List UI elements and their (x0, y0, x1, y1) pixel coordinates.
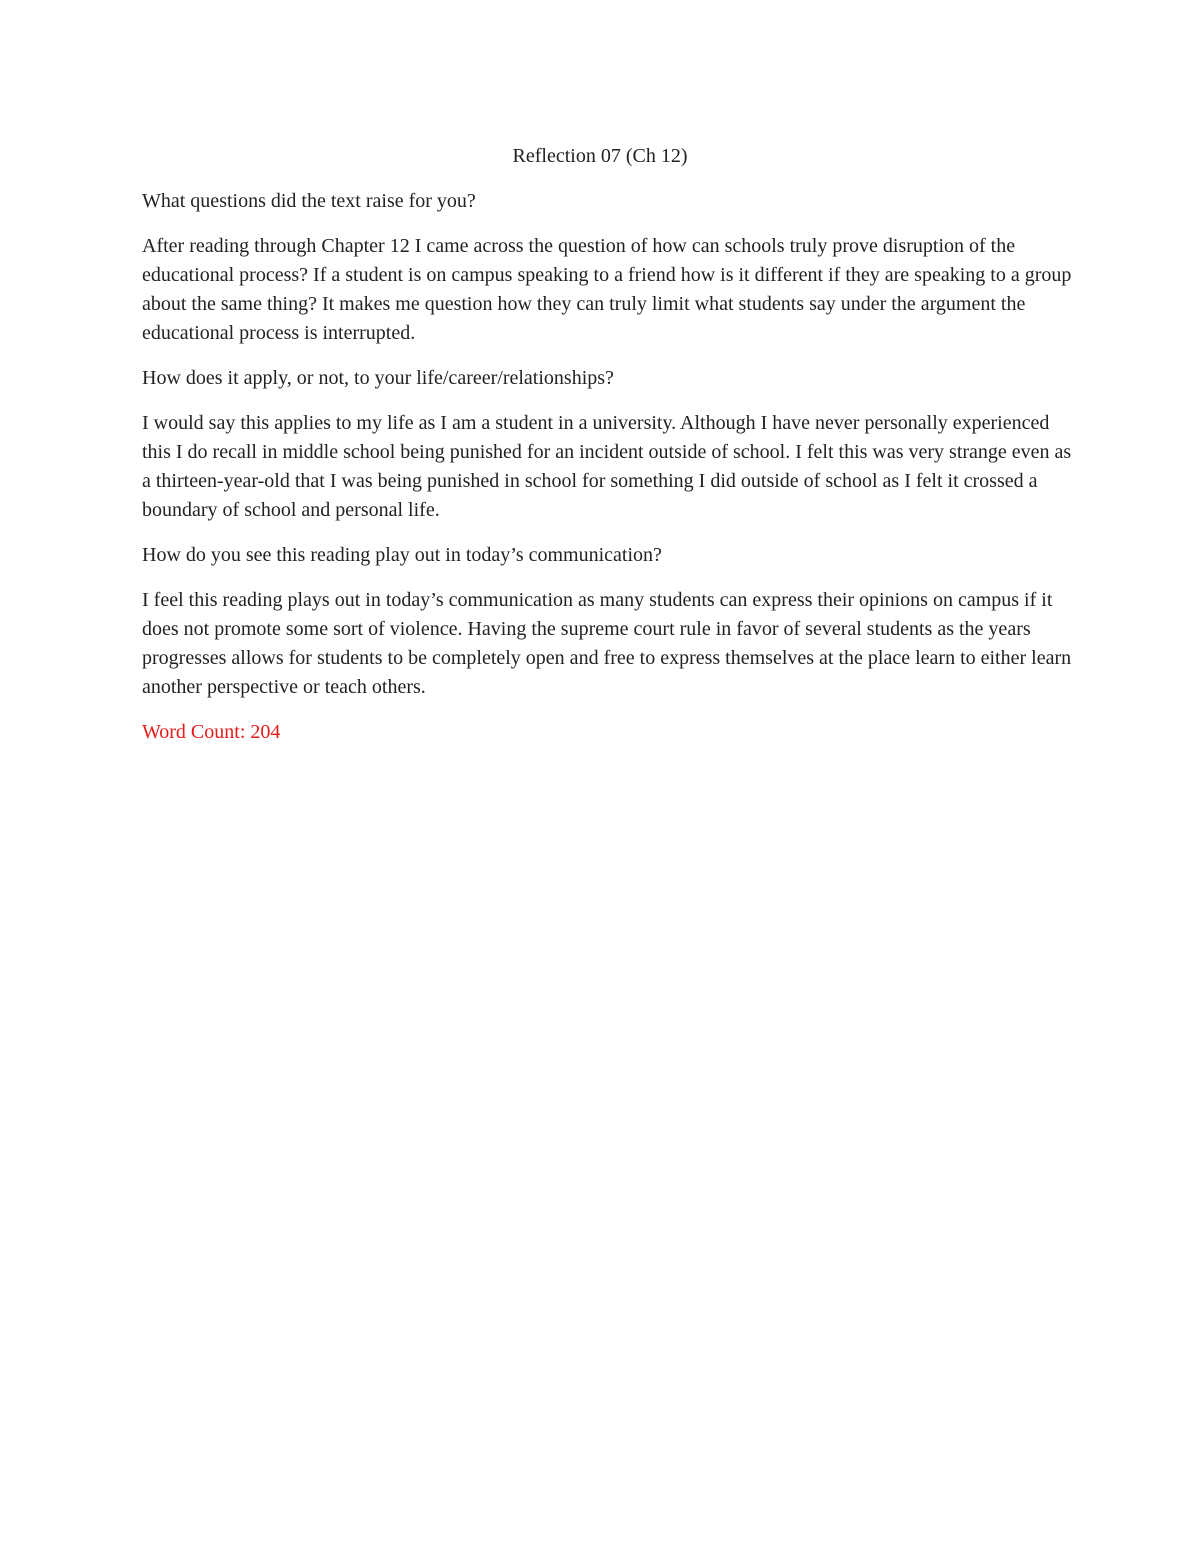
question-3: How do you see this reading play out in today’s communication? (142, 544, 662, 566)
document-body (142, 142, 1072, 763)
question-2: How does it apply, or not, to your life/career/relationships? (142, 367, 614, 389)
answer-2: I would say this applies to my life as I am a student in a university. Although I have never personally experienced this I do recall in middle school being punished for an incident outside of school. I felt this was very strange even as a thirteen-year-old that I was being punished in school for something I did outside of school as I felt it crossed a boundary of school and personal life. (142, 412, 1072, 521)
word-count: Word Count: 204 (142, 721, 281, 743)
document-title: Reflection 07 (Ch 12) (512, 145, 688, 167)
answer-3: I feel this reading plays out in today’s communication as many students can express their opinions on campus if it does not promote some sort of violence. Having the supreme court rule in favor of several students as the years progresses allows for students to be completely open and free to express themselves at the place learn to either learn another perspective or teach others. (142, 589, 1072, 698)
answer-1: After reading through Chapter 12 I came across the question of how can schools truly prove disruption of the educational process? If a student is on campus speaking to a friend how is it different if they are speaking to a group about the same thing? It makes me question how they can truly limit what students say under the argument the educational process is interrupted. (142, 235, 1072, 344)
question-1: What questions did the text raise for you? (142, 190, 476, 212)
